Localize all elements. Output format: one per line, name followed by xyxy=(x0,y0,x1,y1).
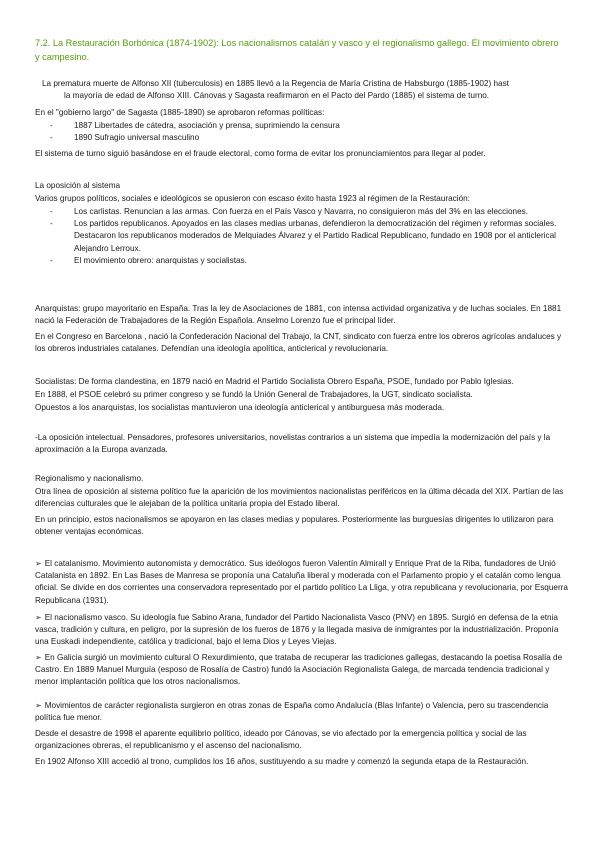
list-item: - Los carlistas. Renuncian a las armas. Con fuerza en el País Vasco y Navarra, no consiguieron más del 3% en las elecciones. xyxy=(50,206,565,218)
galicia-paragraph xyxy=(35,652,570,689)
regionalismo-paragraph-1: Otra línea de oposición al sistema político fue la aparición de los movimientos nacionalistas periféricos en la última década del XIX. Partían de las diferencias culturales que le alejaban de la política unitaria propia del Estado liberal. xyxy=(35,487,564,509)
intro-paragraph xyxy=(42,78,570,102)
oposicion-intelectual: -La oposición intelectual. Pensadores, profesores universitarios, novelistas contrarios a un sistema que impedía la modernización del país y la aproximación a la Europa avanzada. xyxy=(35,433,551,455)
socialistas-line-3: Opuestos a los anarquistas, los socialistas mantuvieron una ideología anticlerical y antiburguesa más moderada. xyxy=(35,403,445,412)
socialistas-line-2: En 1888, el PSOE celebró su primer congreso y se fundó la Unión General de Trabajadores, la UGT, sindicato socialista. xyxy=(35,390,473,399)
socialistas-line-1: Socialistas: De forma clandestina, en 1879 nació en Madrid el Partido Socialista Obrero España, PSOE, fundado por Pablo Iglesias. xyxy=(35,377,514,386)
arrow-icon: ➢ xyxy=(35,613,42,622)
regionalismo-heading: Regionalismo y nacionalismo. xyxy=(35,474,144,483)
regionalismo-paragraph-2: En un principio, estos nacionalismos se apoyaron en las clases medias y populares. Posteriormente las burguesías dirigentes lo utilizaron para obtener ventajas económicas. xyxy=(35,515,554,537)
intro-line-1: La prematura muerte de Alfonso XII (tuberculosis) en 1885 llevó a la Regencia de María Cristina de Habsburgo (1885-1902) hast xyxy=(42,79,509,88)
anarquistas-paragraph-2: En el Congreso en Barcelona , nació la Confederación Nacional del Trabajo, la CNT, sindicato con fuerza entre los obreros agrícolas andaluces y los obreros industriales catalanes. Defendían una ideología apolítica, anticlerical y revolucionaria. xyxy=(35,332,562,354)
alfonso-xiii-paragraph: En 1902 Alfonso XIII accedió al trono, cumplidos los 16 años, sustituyendo a su madre y comenzó la segunda etapa de la Restauración. xyxy=(35,757,529,766)
desastre-paragraph: Desde el desastre de 1998 el aparente equilibrio político, ideado por Cánovas, se vio afectado por la emergencia política y social de las organizaciones obreras, el republicanismo y el ascenso del nacionalismo. xyxy=(35,729,527,751)
list-item: - Los partidos republicanos. Apoyados en las clases medias urbanas, defendieron la democratización del régimen y reformas sociales. Destacaron los republicanos moderados de Melquiades Álvarez y el Partido Radical Republicano, fundado en 1908 por el anticlerical Alejandro Lerroux. xyxy=(50,218,565,255)
catalanismo-text: El catalanismo. Movimiento autonomista y democrático. Sus ideólogos fueron Valentín Almirall y Enrique Prat de la Riba, fundadores de Unió Catalanista en 1892. En Las Bases de Manresa se proponía una Cataluña liberal y moderada con el Parlamento propio y el catalán como lengua oficial. Se divide en dos corrientes una conservadora representado por el partido político La Lliga, y otra republicana y revolucionaria, por Esquerra Republicana (1931). xyxy=(35,559,568,605)
document-title: 7.2. La Restauración Borbónica (1874-1902): Los nacionalismos catalán y vasco y el regionalismo gallego. El movimiento obrero y campesino. xyxy=(35,38,559,62)
oposicion-heading: La oposición al sistema xyxy=(35,181,121,190)
intro-line-2: la mayoría de edad de Alfonso XIII. Cánovas y Sagasta reafirmaron en el Pacto del Pardo (1885) el sistema de turno. xyxy=(64,91,490,101)
otros-regionalismos-paragraph xyxy=(35,700,570,724)
reforms-list xyxy=(50,120,565,144)
oposicion-text: Varios grupos políticos, sociales e ideológicos se opusieron con escaso éxito hasta 1923 al régimen de la Restauración: xyxy=(35,194,470,203)
galicia-text: En Galicia surgió un movimiento cultural O Rexurdimiento, que trataba de recuperar las tradiciones gallegas, destacando la poetisa Rosalía de Castro. En 1889 Manuel Murguía (esposo de Rosalía de Castro) fundó la Asociación Regionalista Galega, de marcada tendencia tradicional y menor implantación política que los otros nacionalismos. xyxy=(35,653,563,687)
anarquistas-paragraph-1: Anarquistas: grupo mayoritario en España. Tras la ley de Asociaciones de 1881, con intensa actividad organizativa y de luchas sociales. En 1881 nació la Federación de Trabajadores de la Región Española. Anselmo Lorenzo fue el principal líder. xyxy=(35,304,562,326)
catalanismo-paragraph xyxy=(35,558,570,607)
list-item: - 1887 Libertades de cátedra, asociación y prensa, suprimiendo la censura xyxy=(50,120,565,132)
oposicion-list xyxy=(50,206,565,267)
arrow-icon: ➢ xyxy=(35,701,42,710)
turno-text: El sistema de turno siguió basándose en el fraude electoral, como forma de evitar los pronunciamientos para llegar al poder. xyxy=(35,149,486,158)
arrow-icon: ➢ xyxy=(35,653,42,662)
gobierno-largo-text: En el "gobierno largo" de Sagasta (1885-1890) se aprobaron reformas políticas: xyxy=(35,108,325,117)
otros-text: Movimientos de carácter regionalista surgieron en otras zonas de España como Andalucía (Blas Infante) o Valencia, pero su trascendencia política fue menor. xyxy=(35,701,549,723)
vasco-text: El nacionalismo vasco. Su ideología fue Sabino Arana, fundador del Partido Nacionalista Vasco (PNV) en 1895. Surgió en defensa de la etnia vasca, tradición y cultura, en peligro, por la supresión de los fueros de 1876 y la llegada masiva de inmigrantes por la industrialización. Proponía una Euskadi independiente, católica y tradicional, bajo el lema Dios y Leyes Viejas. xyxy=(35,613,559,647)
list-item: - El movimiento obrero: anarquistas y socialistas. xyxy=(50,255,565,267)
arrow-icon: ➢ xyxy=(35,559,42,568)
vasco-paragraph xyxy=(35,612,570,649)
list-item: - 1890 Sufragio universal masculino xyxy=(50,132,565,144)
